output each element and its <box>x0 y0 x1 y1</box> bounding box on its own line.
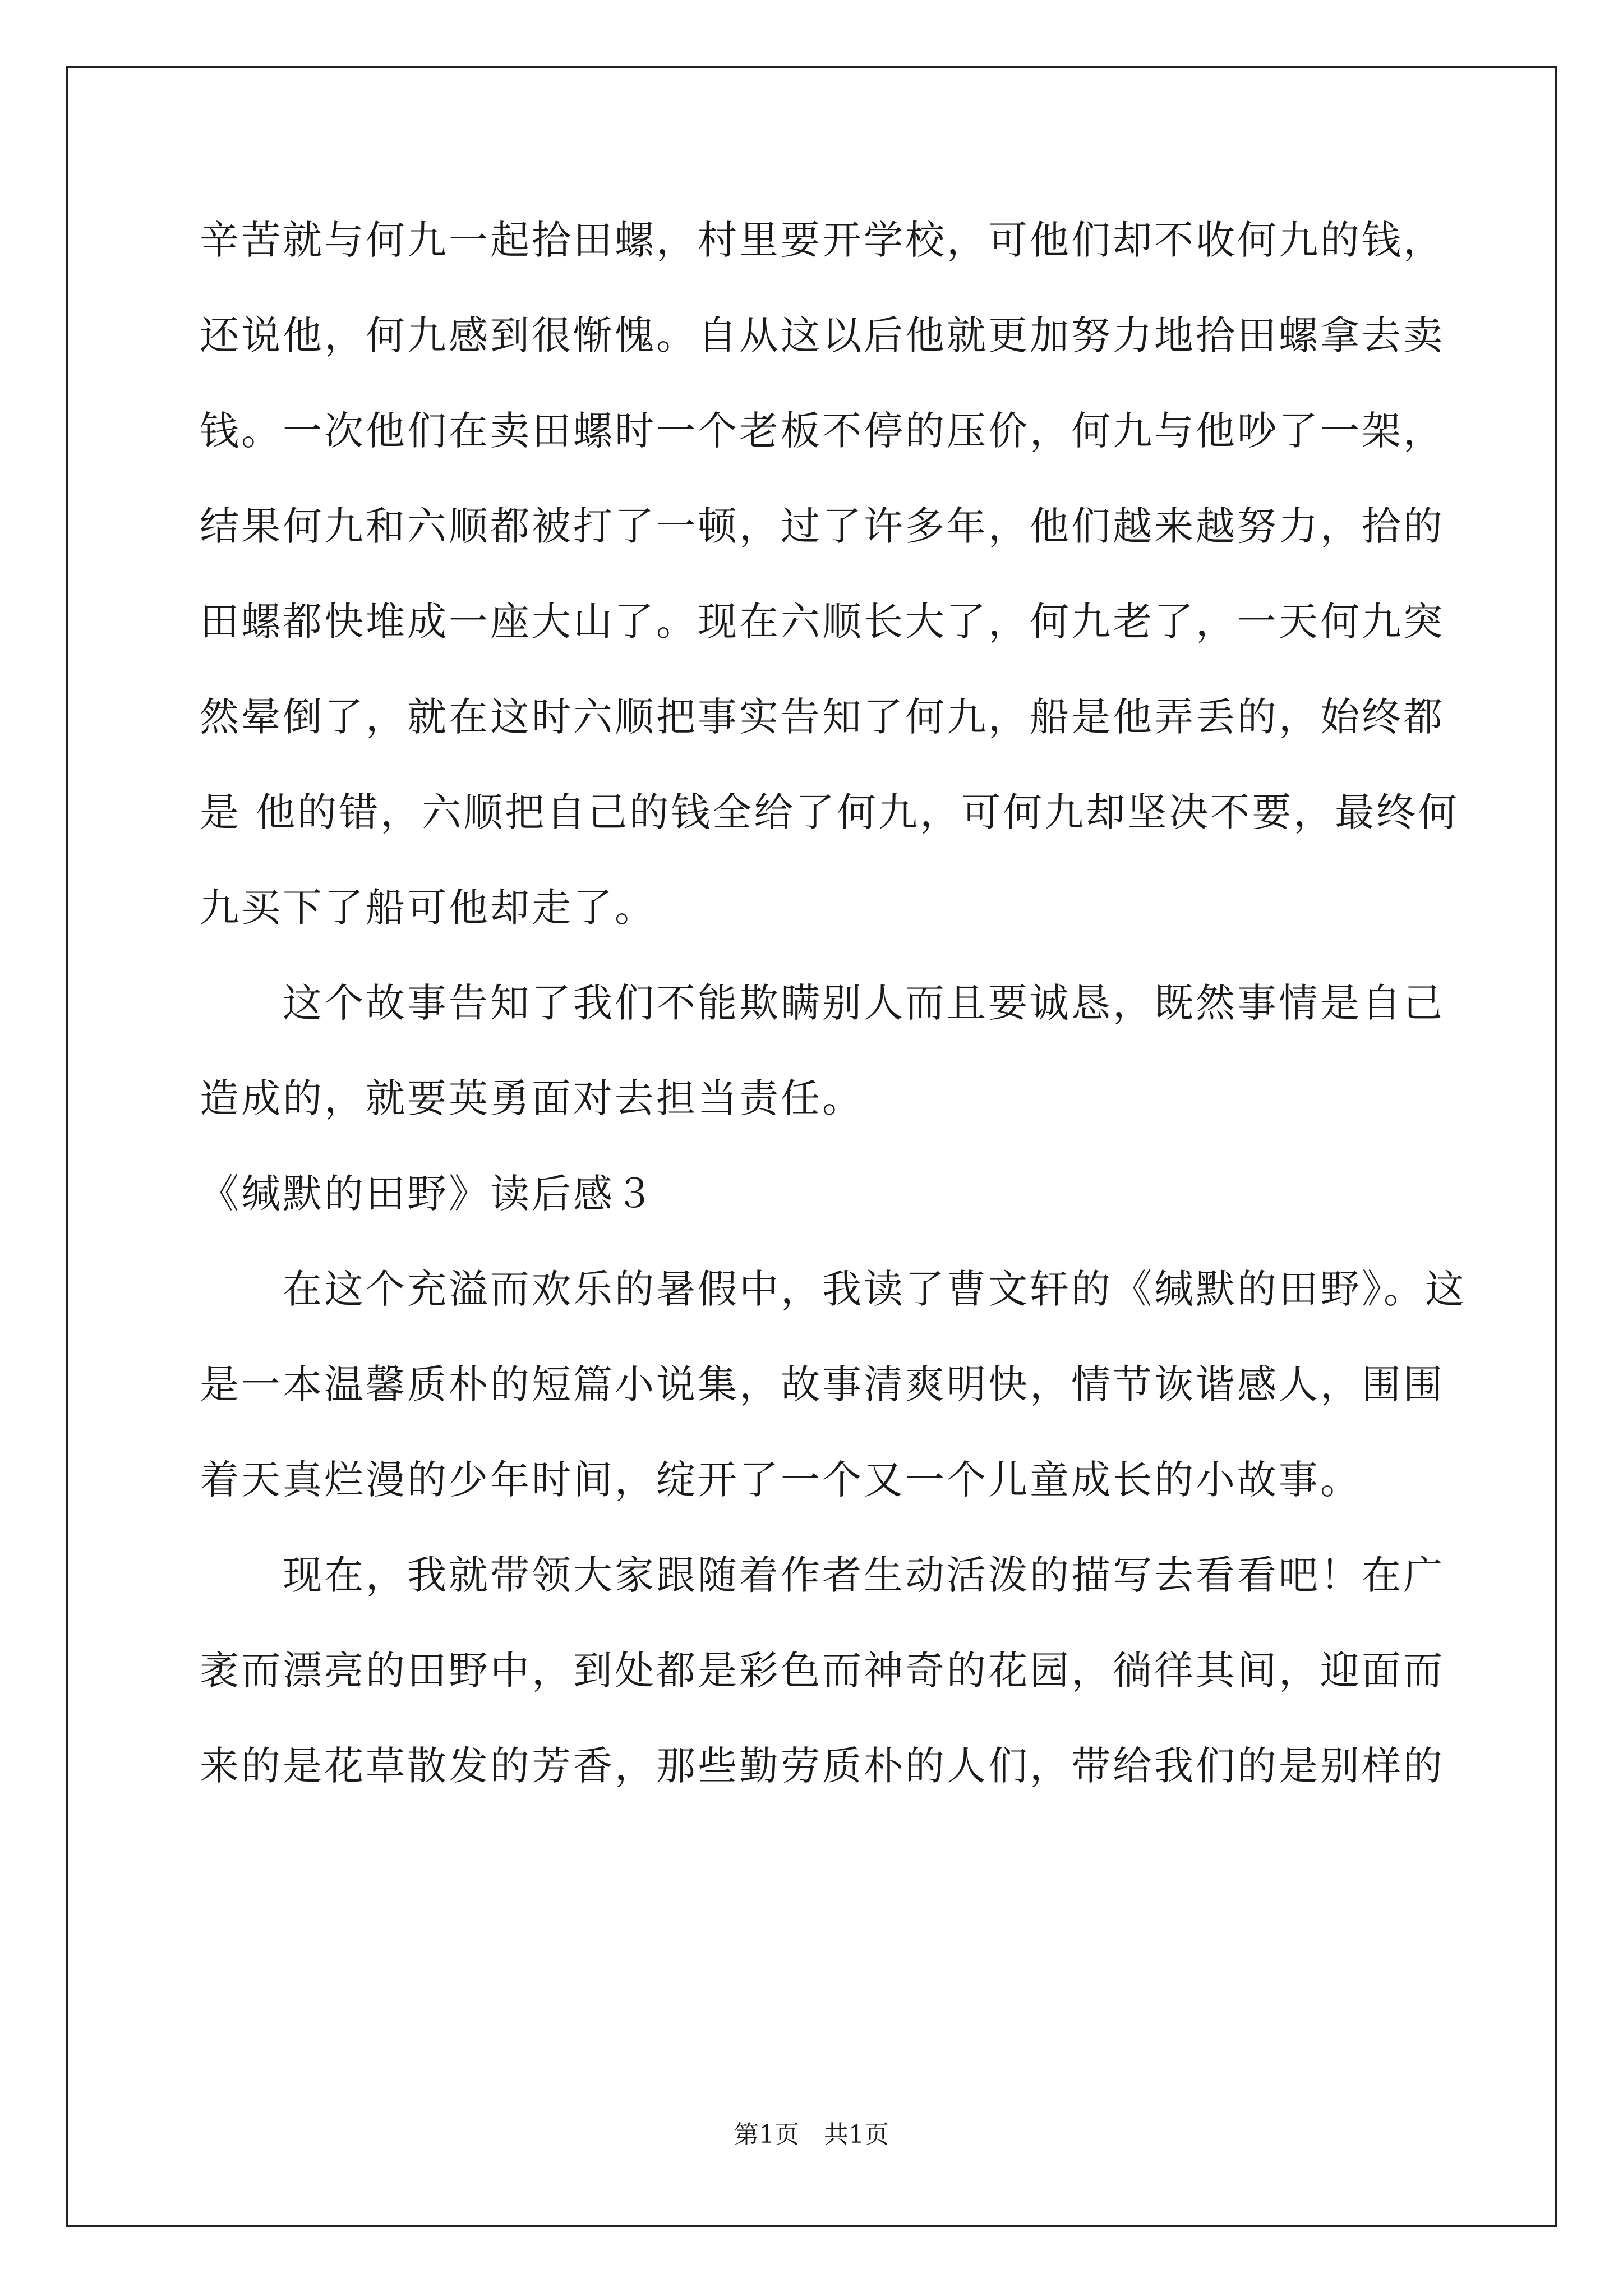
text-line: 辛苦就与何九一起拾田螺，村里要开学校，可他们却不收何九的钱， <box>200 217 1445 263</box>
text-line: 还说他，何九感到很惭愧。自从这以后他就更加努力地拾田螺拿去卖 <box>200 312 1445 358</box>
text-line: 然晕倒了，就在这时六顺把事实告知了何九，船是他弄丢的，始终都 <box>200 694 1445 740</box>
text-line: 造成的，就要英勇面对去担当责任。 <box>200 1075 864 1121</box>
text-line: 这个故事告知了我们不能欺瞒别人而且要诚恳，既然事情是自己 <box>200 980 1445 1026</box>
text-line: 田螺都快堆成一座大山了。现在六顺长大了，何九老了，一天何九突 <box>200 599 1445 645</box>
text-line: 结果何九和六顺都被打了一顿，过了许多年，他们越来越努力，拾的 <box>200 503 1445 549</box>
text-line: 钱。一次他们在卖田螺时一个老板不停的压价，何九与他吵了一架， <box>200 408 1445 454</box>
page-number-footer: 第1页 共1页 <box>734 2120 889 2149</box>
text-line: 在这个充溢而欢乐的暑假中，我读了曹文轩的《缄默的田野》。这 <box>200 1266 1467 1312</box>
text-line: 是一本温馨质朴的短篇小说集，故事清爽明快，情节诙谐感人，围围 <box>200 1361 1445 1407</box>
text-line: 是 他的错，六顺把自己的钱全给了何九，可何九却坚决不要，最终何 <box>200 789 1460 835</box>
section-heading: 《缄默的田野》读后感３ <box>200 1171 656 1217</box>
page-border <box>66 66 1557 2227</box>
text-line: 袤而漂亮的田野中，到处都是彩色而神奇的花园，徜徉其间，迎面而 <box>200 1648 1445 1694</box>
text-line: 来的是花草散发的芳香，那些勤劳质朴的人们，带给我们的是别样的 <box>200 1743 1445 1789</box>
text-line: 现在，我就带领大家跟随着作者生动活泼的描写去看看吧！在广 <box>200 1552 1445 1598</box>
text-line: 着天真烂漫的少年时间，绽开了一个又一个儿童成长的小故事。 <box>200 1457 1362 1503</box>
text-line: 九买下了船可他却走了。 <box>200 885 656 931</box>
